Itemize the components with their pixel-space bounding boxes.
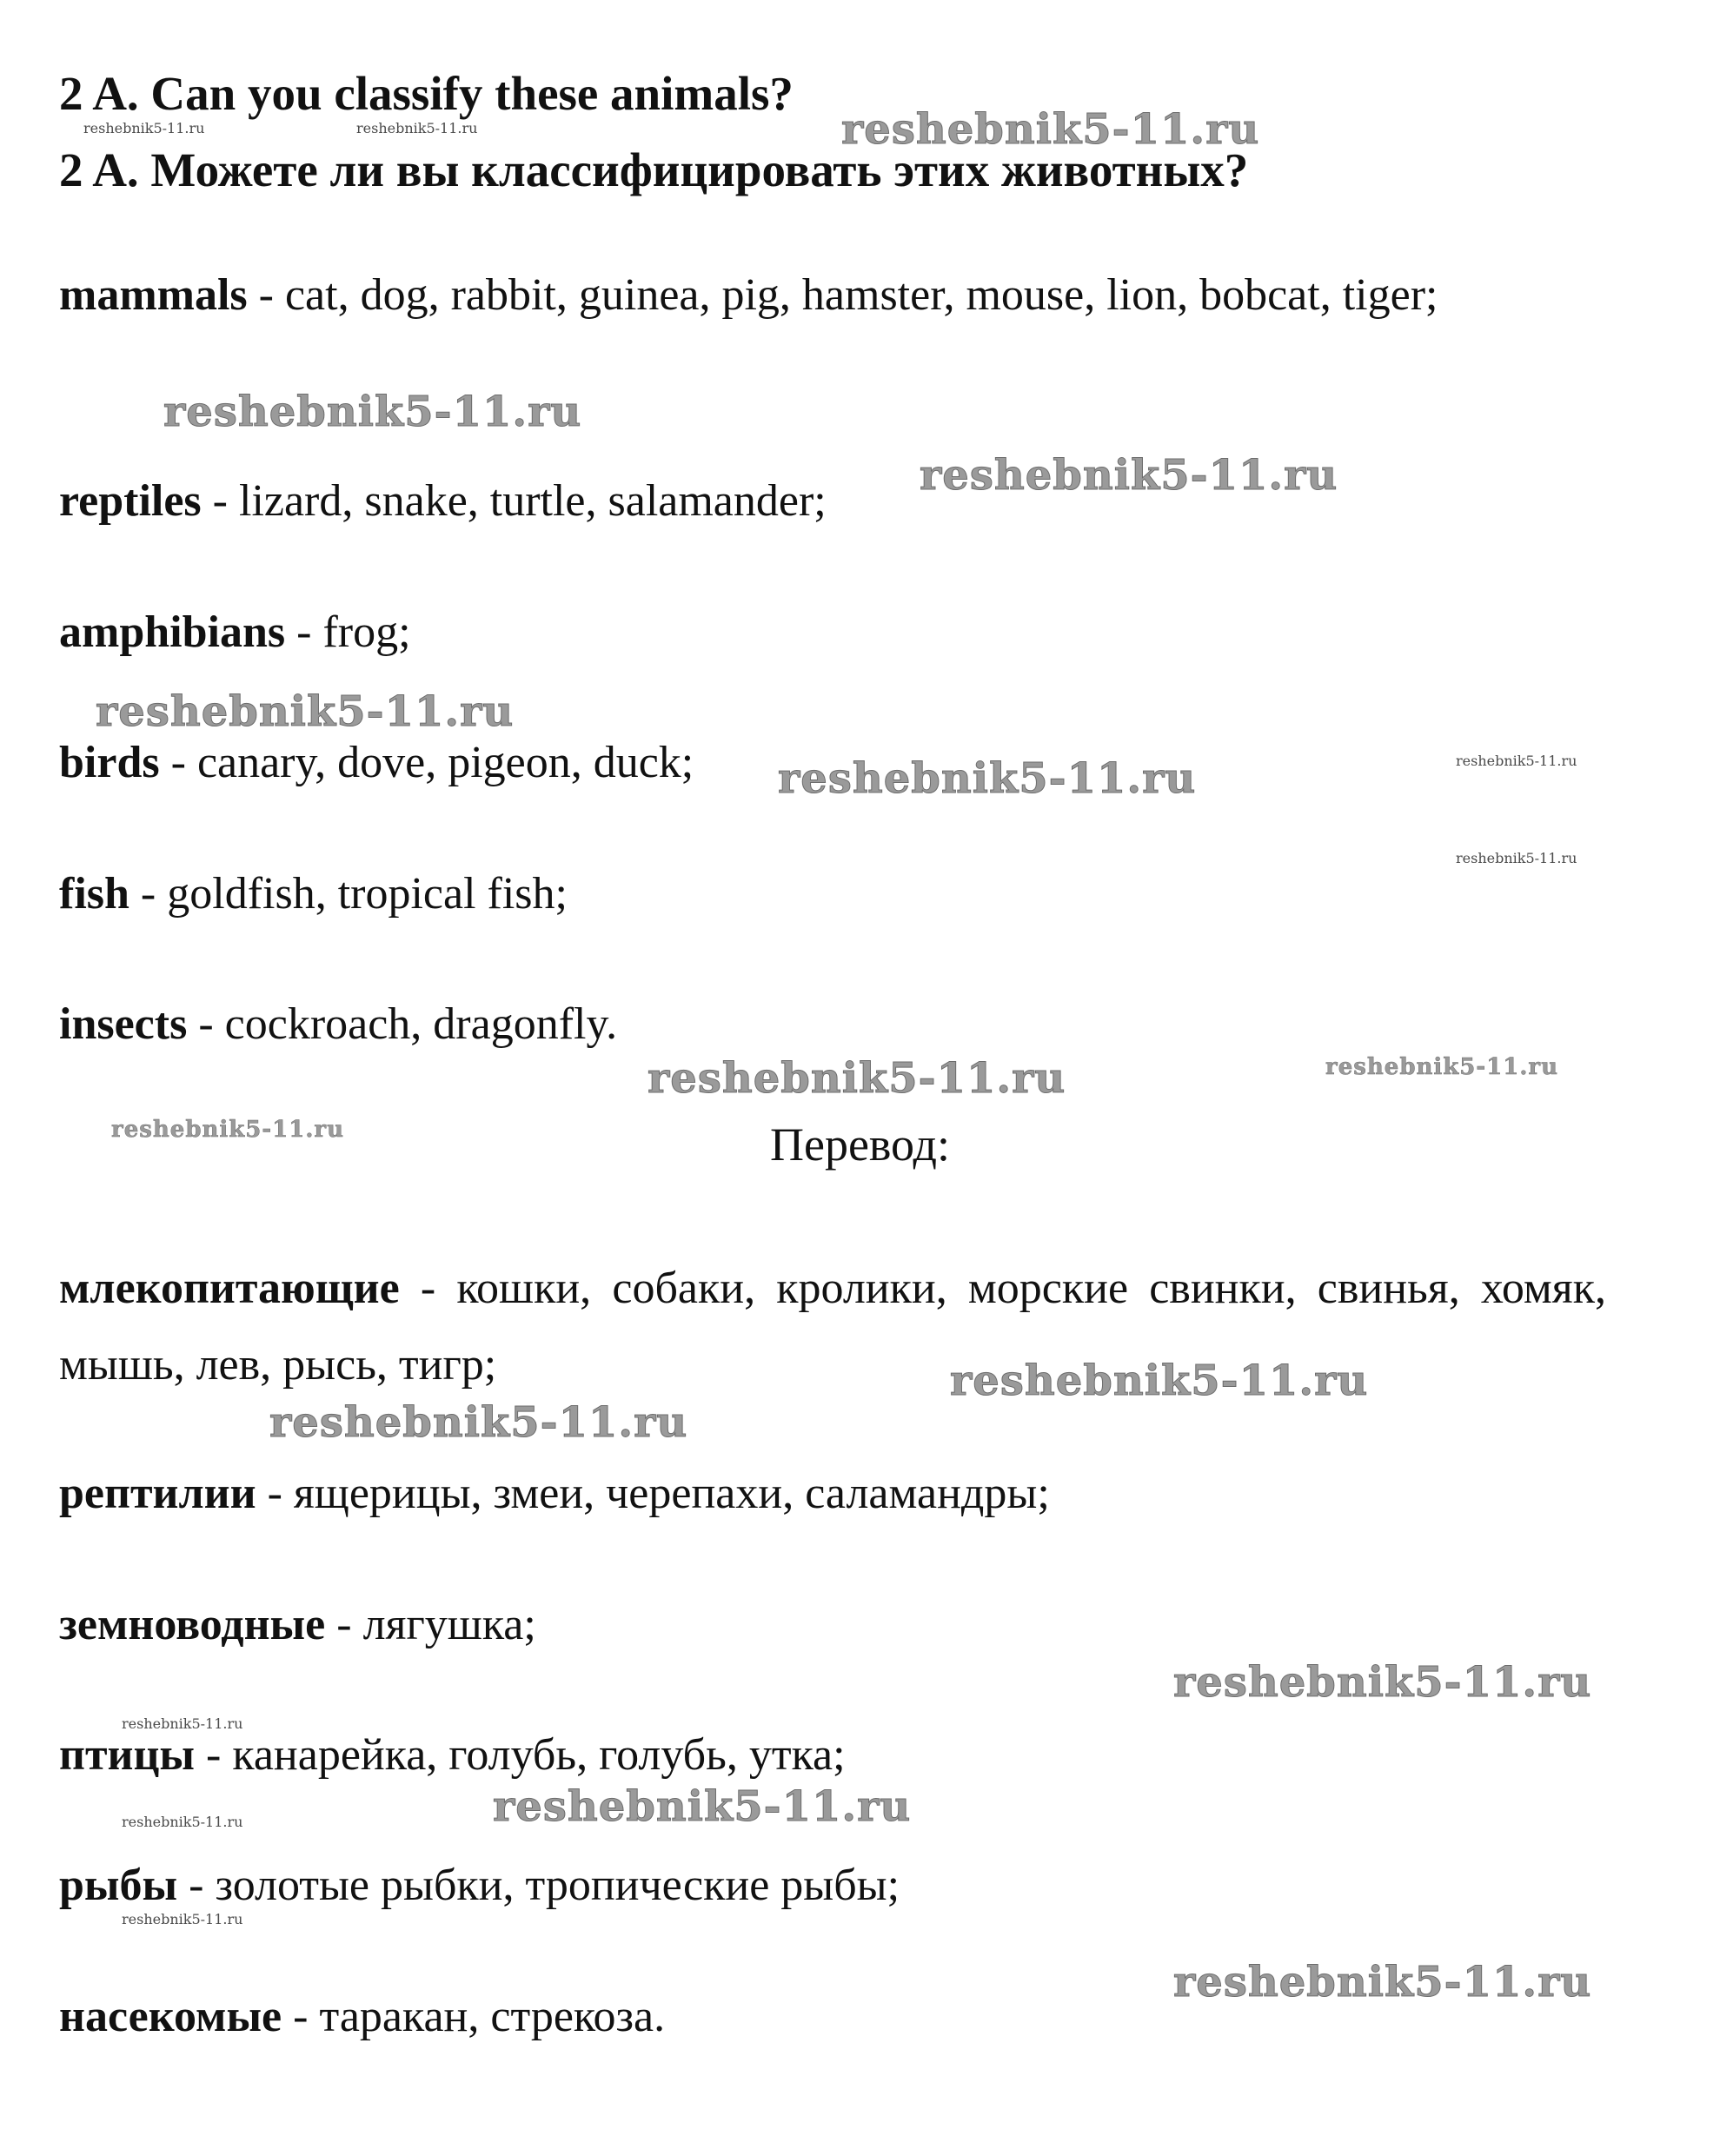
entry-term: насекомые bbox=[59, 1992, 282, 2041]
entry-items: канарейка, голубь, голубь, утка; bbox=[232, 1730, 846, 1780]
entry-items: ящерицы, змеи, черепахи, саламандры; bbox=[293, 1469, 1050, 1518]
entry-items: кошки, собаки, кролики, морские свинки, свинья, хомяк, мышь, лев, рысь, тигр; bbox=[59, 1264, 1606, 1390]
entry-mammals-ru bbox=[59, 1250, 1606, 1403]
entry-separator: - bbox=[325, 1600, 363, 1649]
watermark: reshebnik5-11.ru bbox=[1456, 850, 1577, 866]
russian-heading: 2 A. Можете ли вы классифицировать этих животных? bbox=[59, 143, 1249, 196]
entry-term: земноводные bbox=[59, 1600, 326, 1649]
entry-separator: - bbox=[256, 1469, 294, 1518]
entry-items: lizard, snake, turtle, salamander; bbox=[239, 476, 827, 526]
watermark: reshebnik5-11.ru bbox=[122, 1715, 243, 1732]
watermark: reshebnik5-11.ru bbox=[1325, 1054, 1559, 1080]
entry-reptiles bbox=[59, 463, 1606, 540]
watermark: reshebnik5-11.ru bbox=[841, 105, 1260, 154]
english-heading: 2 A. Can you classify these animals? bbox=[59, 67, 794, 120]
watermark: reshebnik5-11.ru bbox=[920, 451, 1338, 500]
entry-term: mammals bbox=[59, 270, 248, 320]
translation-title: Перевод: bbox=[770, 1118, 950, 1171]
entry-separator: - bbox=[159, 738, 197, 787]
watermark: reshebnik5-11.ru bbox=[1173, 1958, 1592, 2007]
entry-separator: - bbox=[399, 1264, 457, 1313]
entry-separator: - bbox=[247, 270, 285, 320]
entry-items: goldfish, tropical fish; bbox=[167, 869, 568, 919]
entry-term: рептилии bbox=[59, 1469, 256, 1518]
entry-separator: - bbox=[285, 607, 323, 657]
entry-term: рыбы bbox=[59, 1861, 178, 1910]
entry-items: cockroach, dragonfly. bbox=[224, 999, 618, 1049]
watermark: reshebnik5-11.ru bbox=[96, 687, 515, 736]
entry-items: таракан, стрекоза. bbox=[319, 1992, 666, 2041]
entry-term: fish bbox=[59, 869, 129, 919]
entry-term: птицы bbox=[59, 1730, 196, 1780]
entry-term: reptiles bbox=[59, 476, 202, 526]
entry-mammals bbox=[59, 257, 1606, 334]
entry-items: frog; bbox=[322, 607, 411, 657]
entry-reptiles-ru bbox=[59, 1456, 1606, 1532]
entry-separator: - bbox=[187, 999, 225, 1049]
watermark: reshebnik5-11.ru bbox=[269, 1398, 688, 1447]
entry-fish-ru bbox=[59, 1848, 1606, 1924]
watermark: reshebnik5-11.ru bbox=[111, 1117, 345, 1143]
entry-separator: - bbox=[201, 476, 239, 526]
entry-fish bbox=[59, 856, 1606, 932]
watermark: reshebnik5-11.ru bbox=[493, 1782, 912, 1831]
entry-items: cat, dog, rabbit, guinea, pig, hamster, mouse, lion, bobcat, tiger; bbox=[284, 270, 1438, 320]
watermark: reshebnik5-11.ru bbox=[83, 120, 205, 136]
watermark: reshebnik5-11.ru bbox=[356, 120, 478, 136]
watermark: reshebnik5-11.ru bbox=[163, 388, 582, 436]
entry-term: amphibians bbox=[59, 607, 286, 657]
entry-separator: - bbox=[282, 1992, 320, 2041]
watermark: reshebnik5-11.ru bbox=[778, 754, 1197, 803]
entry-term: birds bbox=[59, 738, 160, 787]
entry-separator: - bbox=[195, 1730, 233, 1780]
entry-term: млекопитающие bbox=[59, 1264, 400, 1313]
watermark: reshebnik5-11.ru bbox=[122, 1814, 243, 1830]
watermark: reshebnik5-11.ru bbox=[1456, 753, 1577, 769]
entry-amphibians-ru bbox=[59, 1587, 1606, 1663]
watermark: reshebnik5-11.ru bbox=[950, 1357, 1369, 1405]
entry-items: лягушка; bbox=[362, 1600, 536, 1649]
watermark: reshebnik5-11.ru bbox=[647, 1054, 1066, 1103]
entry-amphibians bbox=[59, 594, 1606, 671]
watermark: reshebnik5-11.ru bbox=[122, 1911, 243, 1927]
watermark: reshebnik5-11.ru bbox=[1173, 1658, 1592, 1707]
entry-separator: - bbox=[177, 1861, 216, 1910]
entry-items: canary, dove, pigeon, duck; bbox=[196, 738, 694, 787]
entry-items: золотые рыбки, тропические рыбы; bbox=[215, 1861, 900, 1910]
entry-term: insects bbox=[59, 999, 188, 1049]
entry-insects bbox=[59, 986, 1606, 1063]
entry-separator: - bbox=[129, 869, 168, 919]
